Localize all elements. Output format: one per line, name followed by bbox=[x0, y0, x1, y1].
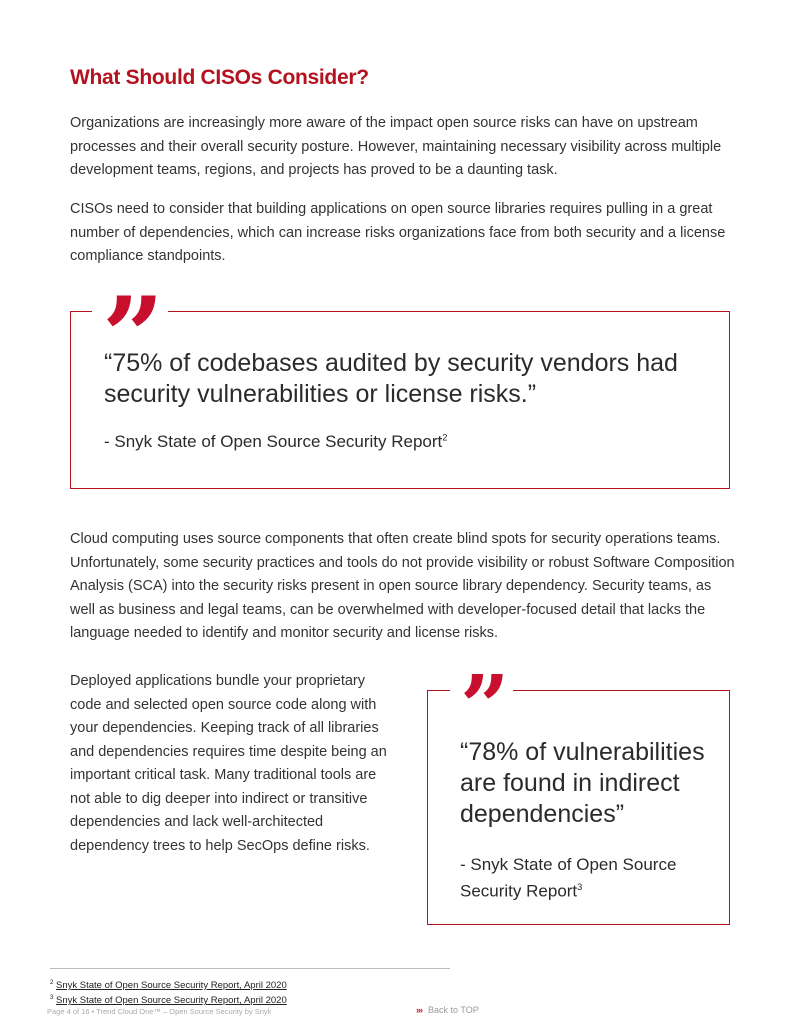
footnote-3 bbox=[50, 992, 450, 1007]
quote-box-1 bbox=[70, 311, 730, 489]
footnote-2 bbox=[50, 977, 450, 992]
quote-text-2: “78% of vulnerabilities are found in indirect dependencies” bbox=[460, 738, 705, 828]
quote-text-1: “75% of codebases audited by security vendors had security vulnerabilities or license risks.” bbox=[104, 349, 678, 408]
chevrons-right-icon: ››› bbox=[416, 1005, 422, 1015]
quote-source-2-text: - Snyk State of Open Source Security Report bbox=[460, 855, 677, 901]
paragraph-2: CISOs need to consider that building applications on open source libraries requires pulling in a great number of dependencies, which can increase risks organizations face from both security and a license compliance standpoints. bbox=[70, 201, 726, 264]
paragraph-4: Deployed applications bundle your proprietary code and selected open source code along with your dependencies. Keeping track of all libraries and dependencies requires time despite being an important critical task. Many traditional tools are not able to dig deeper into indirect or transitive dependencies and lack well-architected dependency trees to help SecOps define risks. bbox=[70, 673, 387, 854]
footnotes bbox=[50, 968, 450, 1007]
footnote-3-number: 3 bbox=[50, 995, 54, 1002]
quote-2-footnote-ref: 3 bbox=[577, 882, 583, 892]
quote-source-2 bbox=[460, 853, 710, 903]
paragraph-1: Organizations are increasingly more aware of the impact open source risks can have on upstream processes and their overall security posture. However, maintaining necessary visibility across multiple development teams, regions, and projects has proved to be a daunting task. bbox=[70, 115, 722, 178]
paragraph-3: Cloud computing uses source components that often create blind spots for security operations teams. Unfortunately, some security practices and tools do not provide visibility or robust Software Composition Analysis (SCA) into the security risks present in open source library dependency. Security teams, as well as business and legal teams, can be overwhelmed with developer-focused detail that lacks the language needed to identify and monitor security and license risks. bbox=[70, 531, 735, 641]
section-heading: What Should CISOs Consider? bbox=[70, 66, 369, 89]
quote-mark-icon: ” bbox=[450, 665, 513, 711]
quote-mark-icon: ” bbox=[92, 283, 168, 338]
footnote-3-link[interactable]: Snyk State of Open Source Security Report, April 2020 bbox=[55, 995, 287, 1007]
footnote-2-number: 2 bbox=[50, 980, 54, 986]
quote-1-footnote-ref: 2 bbox=[442, 432, 448, 443]
back-to-top-label: Back to TOP bbox=[428, 1005, 479, 1015]
page-info: Page 4 of 16 • Trend Cloud One™ – Open Source Security by Snyk bbox=[47, 1007, 272, 1016]
footnote-2-link[interactable]: Snyk State of Open Source Security Report, April 2020 bbox=[55, 980, 287, 992]
back-to-top-link[interactable] bbox=[416, 1005, 479, 1015]
quote-source-1 bbox=[104, 432, 447, 452]
quote-source-1-text: - Snyk State of Open Source Security Report bbox=[104, 432, 443, 451]
